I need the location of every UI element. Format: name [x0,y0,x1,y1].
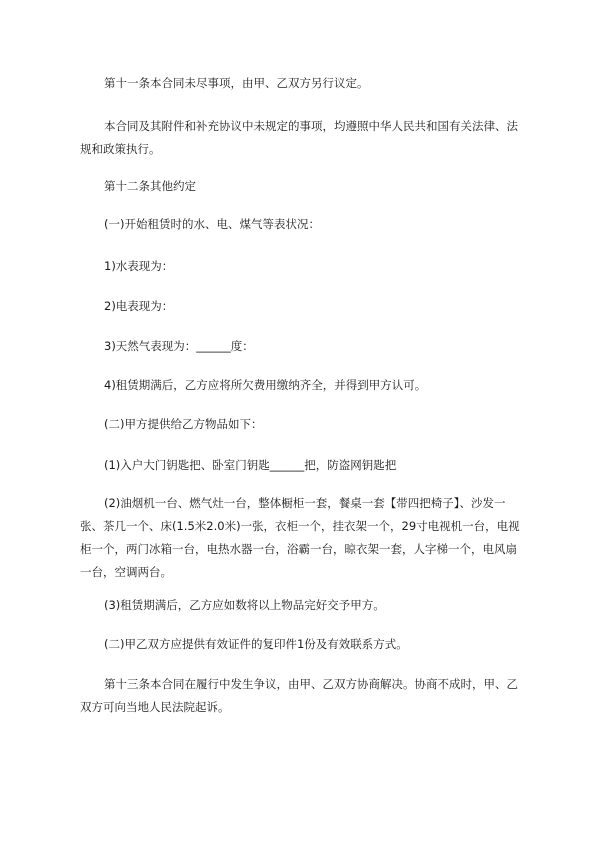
meter-status-heading: (一)开始租赁时的水、电、煤气等表状况： [104,217,320,231]
clause-11: 第十一条本合同未尽事项，由甲、乙双方另行议定。 [104,76,369,90]
clause-12-heading: 第十二条其他约定 [104,179,196,193]
clause-13-dispute: 第十三条本合同在履行中发生争议，由甲、乙双方协商解决。协商不成时，甲、乙双方可向当地人民法院起诉。 [80,677,518,714]
return-items-line: (3)租赁期满后，乙方应如数将以上物品完好交予甲方。 [104,598,385,612]
water-meter-line: 1)水表现为： [104,259,174,273]
id-documents-line: (二)甲乙双方应提供有效证件的复印件1份及有效联系方式。 [104,637,408,651]
gas-meter-line: 3)天然气表现为：______度： [104,339,254,353]
fees-settlement-line: 4)租赁期满后，乙方应将所欠费用缴纳齐全，并得到甲方认可。 [104,378,427,392]
furniture-list-paragraph: (2)油烟机一台、燃气灶一台，整体橱柜一套，餐桌一套【带四把椅子】、沙发一张、茶几一个、床(1.5米2.0米)一张，衣柜一个，挂衣架一个，29寸电视机一台，电视柜一个，两门冰箱一台，电热水器一台，浴霸一台，晾衣架一套，人字梯一个，电风扇一台，空调两台。 [80,496,520,579]
applicable-law-paragraph: 本合同及其附件和补充协议中未规定的事项，均遵照中华人民共和国有关法律、法规和政策执行。 [80,119,518,156]
items-provided-heading: (二)甲方提供给乙方物品如下： [104,417,263,431]
keys-line: (1)入户大门钥匙把、卧室门钥匙______把，防盗网钥匙把 [104,458,397,472]
electric-meter-line: 2)电表现为： [104,299,174,313]
